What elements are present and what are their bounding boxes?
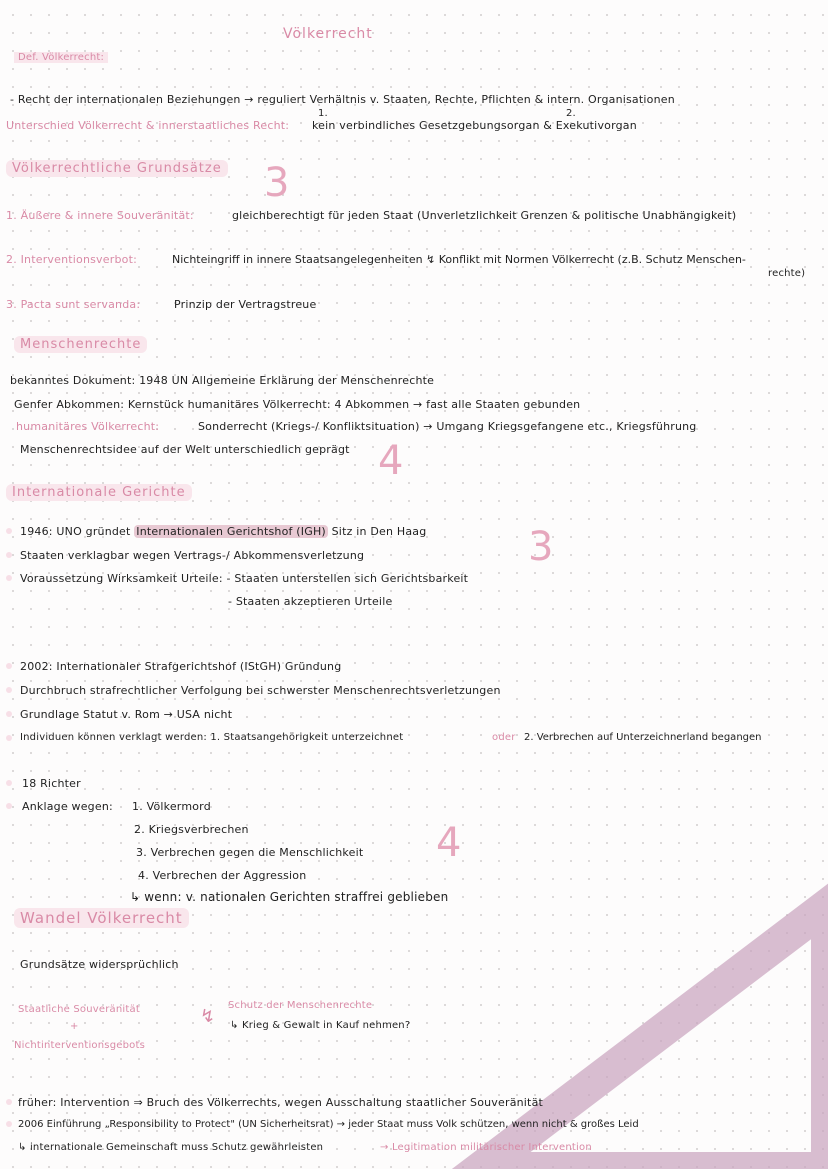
istgh-line-1: 2002: Internationaler Strafgerichtshof (IStGH) Gründung	[20, 660, 342, 673]
wandel-left-1: Staatliche Souveränität	[18, 1004, 140, 1015]
grundsatz-2-label: 2. Interventionsverbot:	[6, 253, 137, 266]
bullet-dot	[6, 711, 12, 717]
menschenrechte-line-1: bekanntes Dokument: 1948 UN Allgemeine Erklärung der Menschenrechte	[10, 374, 435, 387]
anklage-label: Anklage wegen:	[22, 800, 113, 813]
igh-line-4: - Staaten akzeptieren Urteile	[228, 595, 393, 608]
difference-label: Unterschied Völkerrecht & innerstaatliches Recht:	[6, 119, 290, 132]
anklage-condition: ↳ wenn: v. nationalen Gerichten straffrei geblieben	[130, 890, 449, 904]
definition-line: - Recht der internationalen Beziehungen → reguliert Verhältnis v. Staaten, Rechte, Pflichten & intern. Organisationen	[10, 93, 675, 106]
bullet-dot	[6, 1099, 12, 1105]
grundsatz-3-label: 3. Pacta sunt servanda:	[6, 298, 141, 311]
gerichte-heading: Internationale Gerichte	[6, 484, 192, 501]
grundsatz-1-text: gleichberechtigt für jeden Staat (Unverletzlichkeit Grenzen & politische Unabhängigkeit)	[232, 209, 737, 222]
wandel-line-1: Grundsätze widersprüchlich	[20, 958, 179, 971]
menschenrechte-line-2: Genfer Abkommen: Kernstück humanitäres Völkerrecht: 4 Abkommen → fast alle Staaten gebunden	[14, 398, 581, 411]
bullet-dot	[6, 552, 12, 558]
wandel-right-1: Schutz der Menschenrechte	[228, 1000, 373, 1011]
bullet-dot	[6, 575, 12, 581]
igh-line-2: Staaten verklagbar wegen Vertrags-/ Abkommensverletzung	[20, 549, 365, 562]
menschenrechte-line-4: Menschenrechtsidee auf der Welt unterschiedlich geprägt	[20, 443, 350, 456]
bullet-dot	[6, 687, 12, 693]
wandel-left-2: Nichtinterventionsgebots	[14, 1040, 145, 1051]
wandel-line-4: ↳ internationale Gemeinschaft muss Schutz gewährleisten	[18, 1142, 324, 1153]
grundsatz-2-text: Nichteingriff in innere Staatsangelegenheiten ↯ Konflikt mit Normen Völkerrecht (z.B. Schutz Menschen-	[172, 253, 746, 266]
bullet-dot	[6, 735, 12, 741]
grundsatz-3-text: Prinzip der Vertragstreue	[174, 298, 317, 311]
istgh-line-4-post: 2. Verbrechen auf Unterzeichnerland begangen	[524, 732, 762, 743]
igh-line-1-post: Sitz in Den Haag	[331, 525, 427, 538]
wandel-heading: Wandel Völkerrecht	[14, 908, 189, 928]
bullet-dot	[6, 803, 12, 809]
definition-label: Def. Völkerrecht:	[14, 52, 108, 63]
anklage-item-4: 4. Verbrechen der Aggression	[138, 869, 307, 882]
grundsaetze-count: 3	[264, 160, 290, 206]
igh-count: 3	[528, 524, 554, 570]
difference-number-1: 1.	[318, 108, 328, 119]
menschenrechte-heading: Menschenrechte	[14, 336, 147, 353]
istgh-line-3: Grundlage Statut v. Rom → USA nicht	[20, 708, 233, 721]
istgh-line-2: Durchbruch strafrechtlicher Verfolgung bei schwerster Menschenrechtsverletzungen	[20, 684, 501, 697]
page-title: Völkerrecht	[283, 26, 373, 42]
igh-line-1	[20, 525, 426, 538]
bullet-dot	[6, 663, 12, 669]
istgh-line-4-oder: oder	[492, 732, 516, 743]
menschenrechte-line-3-text: Sonderrecht (Kriegs-/ Konfliktsituation) → Umgang Kriegsgefangene etc., Kriegsführung	[198, 420, 697, 433]
istgh-richter: 18 Richter	[22, 777, 81, 790]
istgh-line-4: Individuen können verklagt werden: 1. Staatsangehörigkeit unterzeichnet	[20, 732, 404, 743]
wandel-line-3: 2006 Einführung „Responsibility to Protect" (UN Sicherheitsrat) → jeder Staat muss Volk schützen, wenn nicht & großes Leid	[18, 1119, 639, 1130]
wandel-line-4-result: → Legitimation militärischer Intervention	[380, 1142, 592, 1153]
grundsatz-1-label: 1. Äußere & innere Souveränität:	[6, 209, 194, 222]
difference-text: kein verbindliches Gesetzgebungsorgan & Exekutivorgan	[312, 119, 637, 132]
bullet-dot	[6, 780, 12, 786]
bullet-dot	[6, 1121, 12, 1127]
igh-line-1-pre: 1946: UNO gründet	[20, 525, 131, 538]
anklage-item-3: 3. Verbrechen gegen die Menschlichkeit	[136, 846, 364, 859]
istgh-count: 4	[436, 820, 462, 866]
wandel-line-2: früher: Intervention ⇒ Bruch des Völkerrechts, wegen Ausschaltung staatlicher Souveränität	[18, 1096, 544, 1109]
grundsatz-2-text-cont: rechte)	[768, 268, 806, 279]
difference-number-2: 2.	[566, 108, 576, 119]
wandel-right-2: ↳ Krieg & Gewalt in Kauf nehmen?	[230, 1020, 411, 1031]
conflict-icon: ↯	[200, 1006, 216, 1027]
grundsaetze-heading: Völkerrechtliche Grundsätze	[6, 160, 228, 177]
menschenrechte-line-3-label: humanitäres Völkerrecht:	[16, 420, 160, 433]
anklage-item-1: 1. Völkermord	[132, 800, 211, 813]
menschenrechte-count: 4	[378, 438, 404, 484]
anklage-item-2: 2. Kriegsverbrechen	[134, 823, 249, 836]
wandel-plus: +	[70, 1021, 79, 1032]
bullet-dot	[6, 528, 12, 534]
igh-highlight: Internationalen Gerichtshof (IGH)	[136, 525, 326, 538]
igh-line-3: Voraussetzung Wirksamkeit Urteile: - Staaten unterstellen sich Gerichtsbarkeit	[20, 572, 469, 585]
